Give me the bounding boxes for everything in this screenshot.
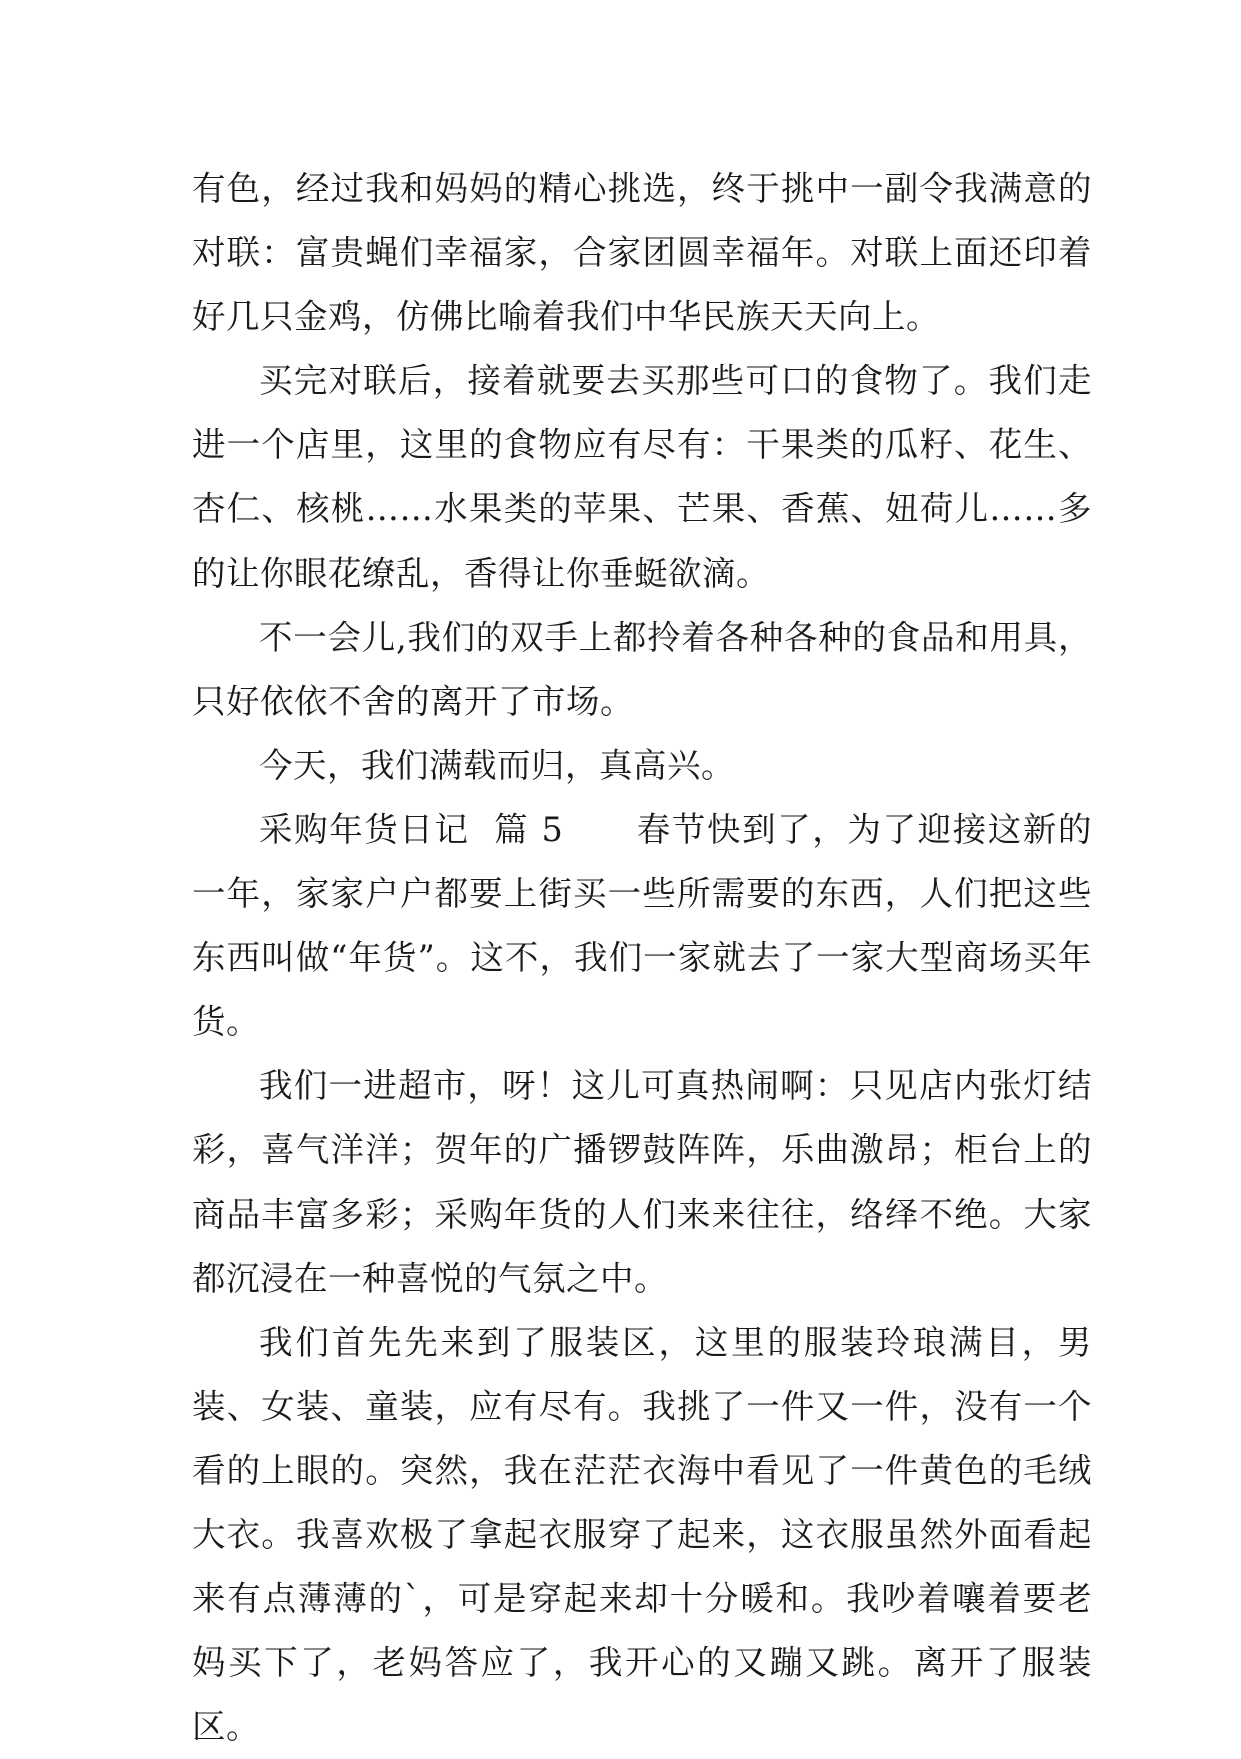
- paragraph-4: 今天，我们满载而归，真高兴。: [259, 745, 735, 785]
- paragraph-1: 有色，经过我和妈妈的精心挑选，终于挑中一副令我满意的对联：富贵蝇们幸福家，合家团圆幸福年。对联上面还印着好几只金鸡，仿佛比喻着我们中华民族天天向上。: [192, 169, 1092, 337]
- document-body: [192, 157, 1092, 1759]
- paragraph-6: 我们一进超市，呀！这儿可真热闹啊：只见店内张灯结彩，喜气洋洋；贺年的广播锣鼓阵阵，乐曲激昂；柜台上的商品丰富多彩；采购年货的人们来来往往，络绎不绝。大家都沉浸在一种喜悦的气氛之中。: [192, 1066, 1092, 1298]
- paragraph-7: 我们首先先来到了服装区，这里的服装玲琅满目，男装、女装、童装，应有尽有。我挑了一件又一件，没有一个看的上眼的。突然，我在茫茫衣海中看见了一件黄色的毛绒大衣。我喜欢极了拿起衣服穿了起来，这衣服虽然外面看起来有点薄薄的`，可是穿起来却十分暖和。我吵着嚷着要老妈买下了，老妈答应了，我开心的又蹦又跳。离开了服装区。: [192, 1322, 1092, 1747]
- paragraph-5: 采购年货日记 篇 5 春节快到了，为了迎接这新的一年，家家户户都要上街买一些所需要的东西，人们把这些东西叫做“年货”。这不，我们一家就去了一家大型商场买年货。: [192, 809, 1092, 1042]
- paragraph-3: 不一会儿,我们的双手上都拎着各种各种的食品和用具，只好依依不舍的离开了市场。: [192, 617, 1092, 721]
- paragraph-2: 买完对联后，接着就要去买那些可口的食物了。我们走进一个店里，这里的食物应有尽有：干果类的瓜籽、花生、杏仁、核桃……水果类的苹果、芒果、香蕉、妞荷儿……多的让你眼花缭乱，香得让你垂蜓欲滴。: [192, 361, 1092, 593]
